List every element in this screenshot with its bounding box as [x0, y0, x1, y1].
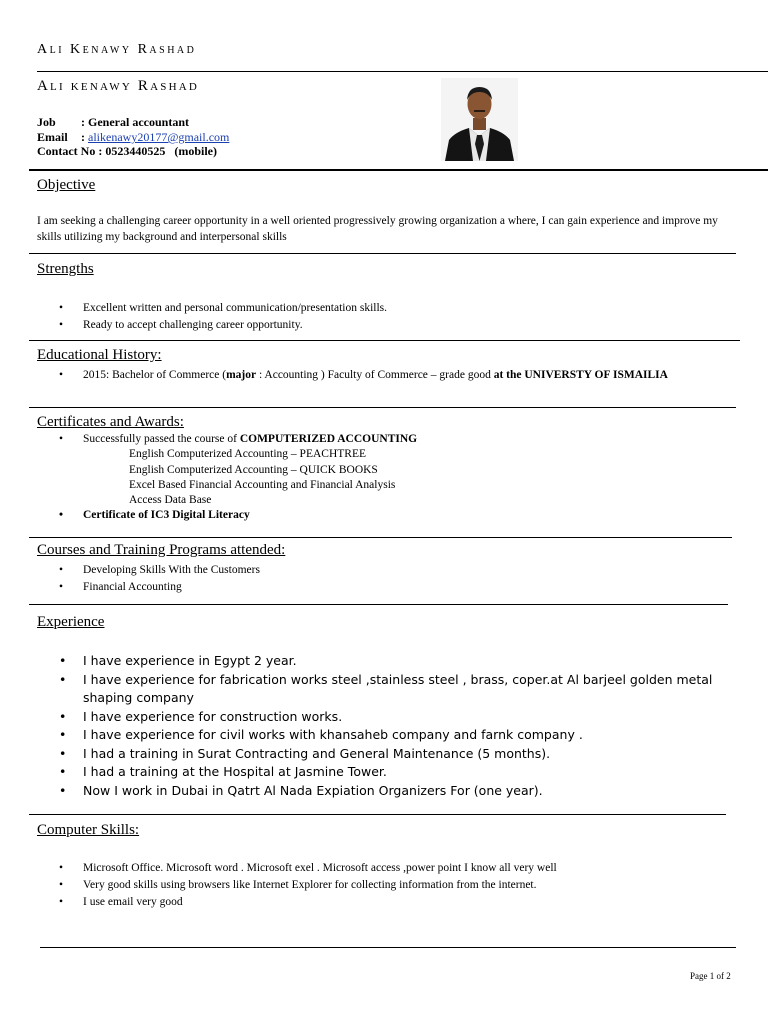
- list-item: • Financial Accounting: [37, 579, 727, 596]
- list-item: • Ready to accept challenging career opportunity.: [37, 317, 727, 333]
- list-item: • I had a training at the Hospital at Jasmine Tower.: [37, 763, 742, 782]
- education-list: [37, 367, 742, 383]
- certificates-divider: [29, 537, 732, 538]
- list-item: • I have experience for construction works.: [37, 708, 742, 727]
- email-link[interactable]: alikenawy20177@gmail.com: [88, 130, 230, 144]
- experience-divider: [29, 814, 726, 815]
- job-line: [37, 115, 189, 130]
- list-item: • I have experience for civil works with khansaheb company and farnk company .: [37, 726, 742, 745]
- certificates-heading: Certificates and Awards:: [37, 414, 184, 430]
- contact-line: [37, 144, 217, 159]
- list-item: • Excellent written and personal communication/presentation skills.: [37, 300, 727, 316]
- list-item: • Now I work in Dubai in Qatrt Al Nada Expiation Organizers For (one year).: [37, 782, 742, 801]
- list-item: • Very good skills using browsers like Internet Explorer for collecting information from the internet.: [37, 877, 742, 894]
- footer-divider: [40, 947, 736, 948]
- job-value: : General accountant: [81, 115, 189, 129]
- objective-heading: Objective: [37, 177, 96, 193]
- experience-heading: Experience: [37, 614, 105, 630]
- list-item: • I have experience for fabrication works steel ,stainless steel , brass, coper.at Al barjeel golden metal shaping company: [37, 671, 742, 708]
- strengths-heading: Strengths: [37, 261, 94, 277]
- objective-divider: [29, 253, 736, 254]
- courses-heading: Courses and Training Programs attended:: [37, 542, 286, 558]
- strengths-divider: [29, 340, 740, 341]
- page-number: Page 1 of 2: [690, 971, 731, 981]
- strengths-list: [37, 300, 727, 333]
- list-item: Excel Based Financial Accounting and Financial Analysis: [129, 478, 396, 491]
- list-item: • Developing Skills With the Customers: [37, 562, 727, 579]
- job-label: Job: [37, 115, 56, 129]
- computer-skills-heading: Computer Skills:: [37, 822, 140, 838]
- contact-note: (mobile): [174, 144, 217, 158]
- email-label: Email: [37, 130, 68, 144]
- list-item: • I use email very good: [37, 894, 742, 911]
- list-item: • Certificate of IC3 Digital Literacy: [37, 508, 742, 523]
- running-header-name: Ali Kenawy Rashad: [37, 42, 197, 57]
- list-item: • Microsoft Office. Microsoft word . Microsoft exel . Microsoft access ,power point I know all very well: [37, 860, 742, 877]
- objective-text: I am seeking a challenging career opportunity in a well oriented progressively growing organization a where, I can gain experience and improve my skills utilizing my background and interpersonal skills: [37, 215, 718, 243]
- person-photo-icon: [441, 78, 518, 161]
- education-divider: [29, 407, 736, 408]
- profile-photo: [441, 78, 518, 161]
- list-item: • I have experience in Egypt 2 year.: [37, 652, 742, 671]
- education-heading: Educational History:: [37, 347, 162, 363]
- list-item: • I had a training in Surat Contracting and General Maintenance (5 months).: [37, 745, 742, 764]
- certificates-list: [37, 432, 742, 524]
- experience-list: [37, 652, 742, 800]
- list-item: • Successfully passed the course of COMPUTERIZED ACCOUNTING: [37, 432, 742, 447]
- list-item: English Computerized Accounting – PEACHTREE: [129, 448, 367, 461]
- contact-value: 0523440525: [105, 144, 166, 158]
- contact-label: Contact No :: [37, 144, 103, 158]
- list-item: English Computerized Accounting – QUICK BOOKS: [129, 463, 378, 476]
- list-item: Access Data Base: [129, 494, 212, 507]
- list-item: • 2015: Bachelor of Commerce (major : Accounting ) Faculty of Commerce – grade good at the UNIVERSTY OF ISMAILIA: [37, 367, 742, 383]
- profile-divider: [29, 169, 768, 171]
- email-line: [37, 130, 229, 145]
- header-divider: [37, 71, 768, 72]
- courses-divider: [29, 604, 728, 605]
- email-sep: :: [81, 130, 88, 144]
- courses-list: [37, 562, 727, 596]
- computer-skills-list: [37, 860, 742, 911]
- candidate-name: Ali kenawy Rashad: [37, 78, 200, 94]
